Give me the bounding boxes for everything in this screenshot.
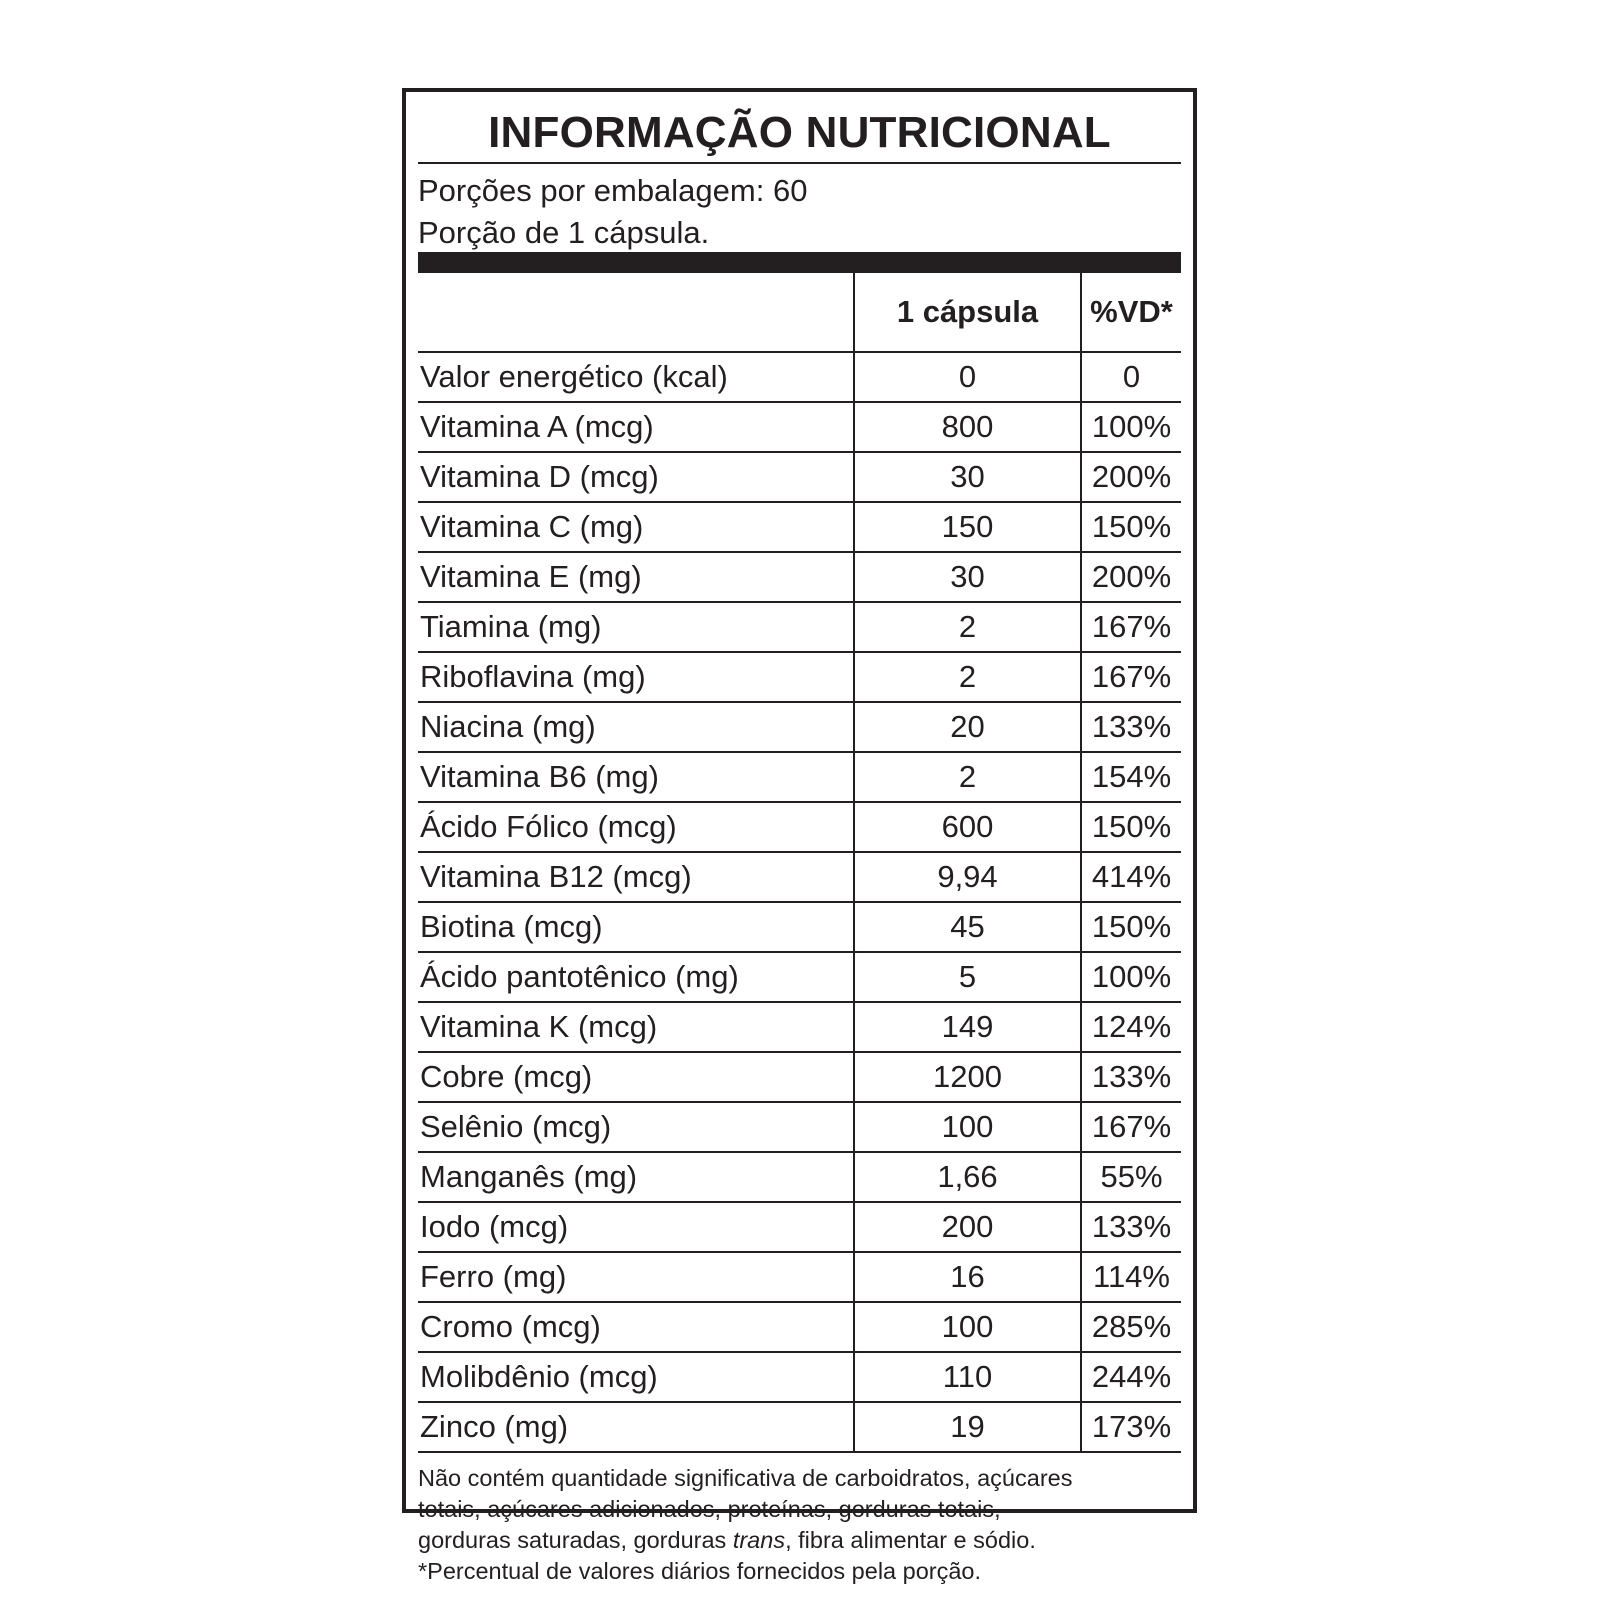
table-header-row <box>418 273 1181 352</box>
table-row <box>418 802 1181 852</box>
servings-per-package: Porções por embalagem: 60 <box>418 173 808 208</box>
nutrient-dv: 244% <box>1081 1352 1181 1402</box>
table-row <box>418 602 1181 652</box>
nutrient-amount: 0 <box>854 352 1081 402</box>
nutrient-amount: 800 <box>854 402 1081 452</box>
serving-size: Porção de 1 cápsula. <box>418 215 710 250</box>
nutrient-name: Cobre (mcg) <box>418 1052 854 1102</box>
nutrient-amount: 100 <box>854 1302 1081 1352</box>
footnote-text: , fibra alimentar e sódio. <box>785 1527 1036 1553</box>
nutrient-name: Ácido pantotênico (mg) <box>418 952 854 1002</box>
nutrient-table <box>418 273 1181 1453</box>
table-row <box>418 1052 1181 1102</box>
table-row <box>418 852 1181 902</box>
nutrient-name: Vitamina B6 (mg) <box>418 752 854 802</box>
nutrient-amount: 1,66 <box>854 1152 1081 1202</box>
table-row <box>418 1252 1181 1302</box>
nutrient-amount: 30 <box>854 452 1081 502</box>
serving-info <box>418 164 1181 252</box>
nutrient-dv: 0 <box>1081 352 1181 402</box>
nutrient-dv: 150% <box>1081 902 1181 952</box>
nutrient-name: Ácido Fólico (mcg) <box>418 802 854 852</box>
footnote-italic: trans <box>732 1527 786 1553</box>
nutrient-name: Biotina (mcg) <box>418 902 854 952</box>
nutrient-amount: 2 <box>854 752 1081 802</box>
footnote-line: Não contém quantidade significativa de carboidratos, açúcares <box>418 1465 1073 1491</box>
nutrient-name: Vitamina E (mg) <box>418 552 854 602</box>
nutrient-amount: 5 <box>854 952 1081 1002</box>
nutrient-amount: 9,94 <box>854 852 1081 902</box>
nutrient-name: Ferro (mg) <box>418 1252 854 1302</box>
nutrient-amount: 20 <box>854 702 1081 752</box>
nutrient-name: Valor energético (kcal) <box>418 352 854 402</box>
nutrient-amount: 19 <box>854 1402 1081 1452</box>
table-row <box>418 502 1181 552</box>
nutrient-amount: 200 <box>854 1202 1081 1252</box>
table-row <box>418 552 1181 602</box>
header-nutrient <box>418 273 854 352</box>
nutrient-dv: 150% <box>1081 802 1181 852</box>
nutrient-dv: 173% <box>1081 1402 1181 1452</box>
nutrient-dv: 154% <box>1081 752 1181 802</box>
table-row <box>418 1202 1181 1252</box>
nutrient-name: Riboflavina (mg) <box>418 652 854 702</box>
nutrient-dv: 133% <box>1081 1202 1181 1252</box>
table-row <box>418 1302 1181 1352</box>
nutrient-amount: 150 <box>854 502 1081 552</box>
footnote-text: gorduras saturadas, gorduras <box>418 1527 733 1553</box>
nutrient-name: Molibdênio (mcg) <box>418 1352 854 1402</box>
nutrient-name: Vitamina D (mcg) <box>418 452 854 502</box>
nutrient-amount: 1200 <box>854 1052 1081 1102</box>
nutrient-dv: 150% <box>1081 502 1181 552</box>
dv-footnote: *Percentual de valores diários fornecidos pela porção. <box>418 1558 982 1584</box>
nutrient-name: Selênio (mcg) <box>418 1102 854 1152</box>
table-row <box>418 902 1181 952</box>
nutrient-name: Vitamina A (mcg) <box>418 402 854 452</box>
header-amount: 1 cápsula <box>854 273 1081 352</box>
table-row <box>418 702 1181 752</box>
table-row <box>418 1002 1181 1052</box>
table-row <box>418 1102 1181 1152</box>
nutrition-label-inner <box>418 92 1181 1587</box>
nutrient-name: Tiamina (mg) <box>418 602 854 652</box>
table-row <box>418 452 1181 502</box>
nutrient-dv: 55% <box>1081 1152 1181 1202</box>
nutrient-amount: 110 <box>854 1352 1081 1402</box>
nutrient-dv: 100% <box>1081 952 1181 1002</box>
label-title: INFORMAÇÃO NUTRICIONAL <box>418 92 1181 164</box>
nutrient-dv: 133% <box>1081 1052 1181 1102</box>
table-row <box>418 1352 1181 1402</box>
footnotes <box>418 1453 1181 1587</box>
nutrient-amount: 149 <box>854 1002 1081 1052</box>
nutrient-dv: 133% <box>1081 702 1181 752</box>
nutrient-dv: 167% <box>1081 602 1181 652</box>
nutrient-amount: 100 <box>854 1102 1081 1152</box>
nutrient-dv: 414% <box>1081 852 1181 902</box>
nutrient-name: Iodo (mcg) <box>418 1202 854 1252</box>
nutrient-dv: 114% <box>1081 1252 1181 1302</box>
table-row <box>418 652 1181 702</box>
nutrient-name: Vitamina K (mcg) <box>418 1002 854 1052</box>
nutrient-rows <box>418 352 1181 1452</box>
table-row <box>418 1152 1181 1202</box>
nutrient-amount: 45 <box>854 902 1081 952</box>
footnote-line: totais, açúcares adicionados, proteínas, gorduras totais, <box>418 1496 1001 1522</box>
nutrient-name: Manganês (mg) <box>418 1152 854 1202</box>
nutrient-name: Vitamina C (mg) <box>418 502 854 552</box>
table-row <box>418 352 1181 402</box>
table-row <box>418 952 1181 1002</box>
thick-divider <box>418 252 1181 273</box>
footnote-line <box>418 1525 1181 1556</box>
nutrient-dv: 200% <box>1081 452 1181 502</box>
table-row <box>418 1402 1181 1452</box>
nutrient-dv: 285% <box>1081 1302 1181 1352</box>
header-dv: %VD* <box>1081 273 1181 352</box>
nutrient-dv: 167% <box>1081 1102 1181 1152</box>
nutrient-name: Niacina (mg) <box>418 702 854 752</box>
nutrient-name: Cromo (mcg) <box>418 1302 854 1352</box>
nutrient-dv: 124% <box>1081 1002 1181 1052</box>
nutrient-amount: 600 <box>854 802 1081 852</box>
nutrient-name: Vitamina B12 (mcg) <box>418 852 854 902</box>
nutrient-amount: 30 <box>854 552 1081 602</box>
nutrition-label <box>402 88 1197 1584</box>
nutrient-name: Zinco (mg) <box>418 1402 854 1452</box>
table-row <box>418 752 1181 802</box>
table-row <box>418 402 1181 452</box>
nutrient-amount: 2 <box>854 602 1081 652</box>
nutrient-amount: 2 <box>854 652 1081 702</box>
nutrient-amount: 16 <box>854 1252 1081 1302</box>
nutrient-dv: 167% <box>1081 652 1181 702</box>
nutrient-dv: 200% <box>1081 552 1181 602</box>
nutrient-dv: 100% <box>1081 402 1181 452</box>
